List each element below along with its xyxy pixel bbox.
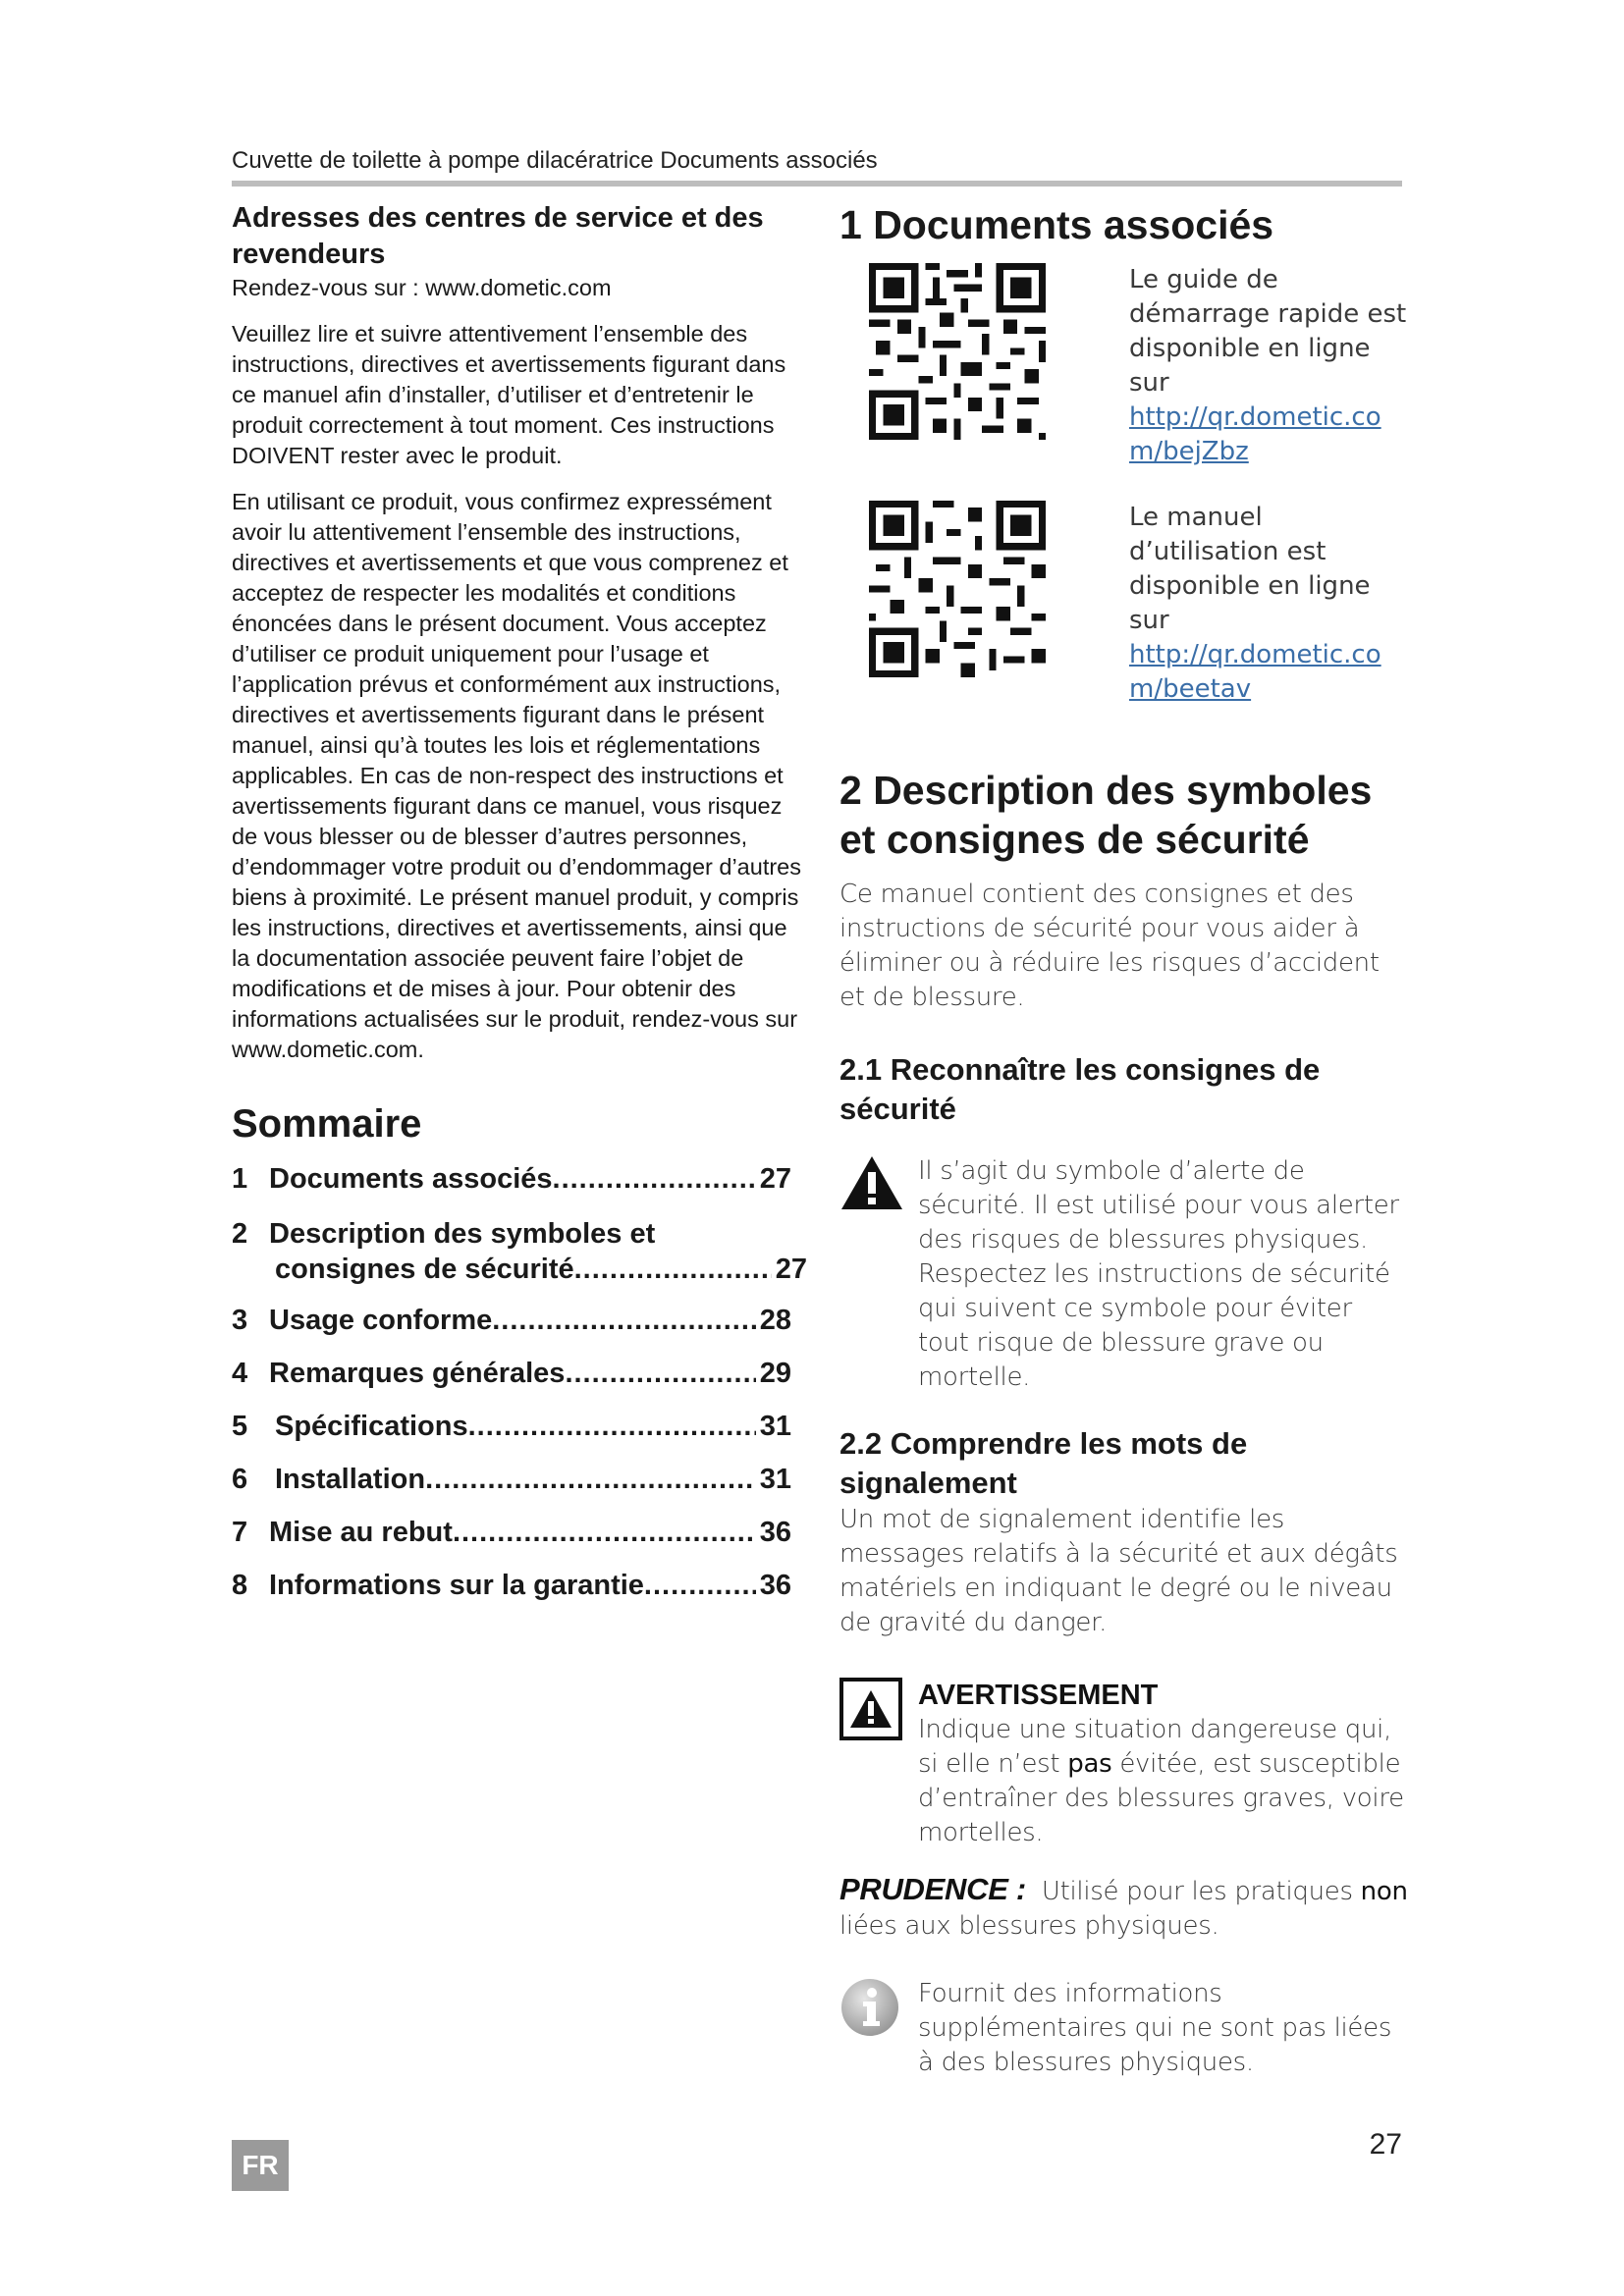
toc-number: 1 xyxy=(232,1163,248,1195)
warning-row xyxy=(839,1678,1409,1850)
safety-alert-icon xyxy=(839,1154,904,1211)
toc-number: 2 xyxy=(232,1218,248,1250)
toc-label: Remarques générales xyxy=(269,1358,566,1389)
toc-number: 5 xyxy=(232,1411,248,1442)
section-1-title: 1 Documents associés xyxy=(839,202,1274,247)
toc-entry[interactable] xyxy=(232,1409,791,1444)
qr-code-icon xyxy=(869,263,1046,440)
toc-leader xyxy=(574,1252,772,1287)
toc-label: Usage conforme xyxy=(269,1305,493,1336)
safety-alert-row xyxy=(839,1154,1409,1395)
toc-page: 27 xyxy=(775,1254,807,1285)
warning-text xyxy=(918,1713,1409,1850)
usage-paragraph: En utilisant ce produit, vous confirmez expressément avoir lu attentivement l’ensemble des instructions, directives et avertissements et que vous comprenez et acceptez de respecter les modalités et conditions énoncées dans le présent document. Vous acceptez d’utiliser ce produit uniquement pour l’usage et l’application prévus et conformément aux instructions, directives et avertissements figurant dans le présent manuel, ainsi qu’à toutes les lois et réglementations applicables. En cas de non-respect des instructions et avertissements figurant dans ce manuel, vous risquez de vous blesser ou de blesser d’autres personnes, d’endommager votre produit ou d’endommager d’autres biens à proximité. Le présent manuel produit, y compris les instructions, directives et avertissements, ainsi que la documentation associée peuvent faire l’objet de modifications et de mises à jour. Pour obtenir des informations actualisées sur le produit, rendez-vous sur www.dometic.com. xyxy=(232,489,801,1062)
toc-entry[interactable] xyxy=(232,1515,791,1550)
toc-title: Sommaire xyxy=(232,1102,422,1146)
qr-caption-text: Le guide de démarrage rapide est disponible en ligne sur xyxy=(1129,265,1407,398)
toc-label: Mise au rebut xyxy=(269,1517,453,1548)
toc-number: 7 xyxy=(232,1517,248,1548)
toc-leader xyxy=(565,1356,755,1391)
prudence-paragraph xyxy=(839,1872,1409,1944)
service-link-text: Rendez-vous sur : www.dometic.com xyxy=(232,275,612,300)
left-column xyxy=(232,200,807,1603)
service-heading: Adresses des centres de service et des revendeurs xyxy=(232,202,764,270)
toc-leader xyxy=(425,1462,756,1497)
qr-caption xyxy=(1129,263,1409,469)
toc-page: 27 xyxy=(759,1163,791,1195)
section-2-1-title: 2.1 Reconnaître les consignes de sécurité xyxy=(839,1052,1321,1126)
toc-label: Spécifications xyxy=(275,1411,468,1442)
toc-label-continued: consignes de sécurité xyxy=(275,1254,574,1285)
toc-entry[interactable] xyxy=(232,1161,791,1197)
header-rule xyxy=(232,181,1402,187)
toc-page: 36 xyxy=(759,1570,791,1601)
prudence-text-pre: Utilisé pour les pratiques xyxy=(1041,1877,1361,1906)
toc-page: 31 xyxy=(759,1464,791,1495)
toc-page: 31 xyxy=(759,1411,791,1442)
toc-entry[interactable] xyxy=(232,1216,807,1287)
quick-start-link[interactable]: http://qr.dometic.com/bejZbz xyxy=(1129,402,1381,466)
toc-leader xyxy=(468,1409,756,1444)
toc-page: 36 xyxy=(759,1517,791,1548)
qr-caption-text: Le manuel d’utilisation est disponible en ligne sur xyxy=(1129,503,1371,635)
warning-text-bold: pas xyxy=(1067,1749,1112,1779)
info-text: Fournit des informations supplémentaires qui ne sont pas liées à des blessures physiques. xyxy=(918,1979,1392,2077)
table-of-contents xyxy=(232,1161,807,1603)
warning-triangle-icon xyxy=(848,1688,893,1730)
toc-entry[interactable] xyxy=(232,1462,791,1497)
toc-number: 6 xyxy=(232,1464,248,1495)
user-manual-link[interactable]: http://qr.dometic.com/beetav xyxy=(1129,640,1381,704)
qr-block-quick-start xyxy=(839,263,1409,469)
qr-caption xyxy=(1129,501,1409,707)
language-badge: FR xyxy=(232,2140,289,2191)
prudence-text-bold: non xyxy=(1360,1877,1408,1906)
safety-alert-text: Il s’agit du symbole d’alerte de sécurité. Il est utilisé pour vous alerter des risques de blessures physiques. Respectez les instructions de sécurité qui suivent ce symbole pour éviter tout risque de blessure grave ou mortelle. xyxy=(918,1156,1399,1392)
toc-number: 3 xyxy=(232,1305,248,1336)
intro-paragraph: Veuillez lire et suivre attentivement l’ensemble des instructions, directives et avertissements figurant dans ce manuel afin d’installer, d’utiliser et d’entretenir le produit correctement à tout moment. Ces instructions DOIVENT rester avec le produit. xyxy=(232,321,786,468)
section-2-2-title: 2.2 Comprendre les mots de signalement xyxy=(839,1426,1248,1500)
toc-number: 8 xyxy=(232,1570,248,1601)
section-2-title: 2 Description des symboles et consignes de sécurité xyxy=(839,768,1373,862)
toc-leader xyxy=(644,1568,756,1603)
qr-code-icon xyxy=(869,501,1046,677)
toc-entry[interactable] xyxy=(232,1303,791,1338)
prudence-text-post: liées aux blessures physiques. xyxy=(839,1911,1219,1941)
toc-entry[interactable] xyxy=(232,1568,791,1603)
info-icon xyxy=(839,1977,900,2038)
toc-label: Documents associés xyxy=(269,1163,553,1195)
warning-text-pre: Indique une situation dangereuse qui, si elle n’est xyxy=(918,1715,1392,1779)
toc-entry[interactable] xyxy=(232,1356,791,1391)
warning-label: AVERTISSEMENT xyxy=(918,1680,1159,1711)
prudence-label: PRUDENCE : xyxy=(839,1872,1026,1906)
warning-text-post: évitée, est susceptible d’entraîner des blessures graves, voire mortelles. xyxy=(918,1749,1404,1847)
toc-page: 29 xyxy=(759,1358,791,1389)
warning-icon xyxy=(839,1678,902,1740)
toc-leader xyxy=(553,1161,756,1197)
toc-label: Description des symboles et xyxy=(269,1218,656,1250)
section-2-2-text: Un mot de signalement identifie les messages relatifs à la sécurité et aux dégâts matériels en indiquant le degré ou le niveau de gravité du danger. xyxy=(839,1505,1398,1637)
toc-label: Informations sur la garantie xyxy=(269,1570,644,1601)
toc-label: Installation xyxy=(275,1464,426,1495)
info-row xyxy=(839,1977,1409,2080)
qr-block-user-manual xyxy=(839,501,1409,707)
toc-leader xyxy=(492,1303,756,1338)
section-2-text: Ce manuel contient des consignes et des instructions de sécurité pour vous aider à éliminer ou à réduire les risques d’accident et de blessure. xyxy=(839,880,1380,1012)
toc-leader xyxy=(453,1515,756,1550)
right-column xyxy=(839,200,1409,2080)
toc-number: 4 xyxy=(232,1358,248,1389)
running-header: Cuvette de toilette à pompe dilacératrice Documents associés xyxy=(232,147,878,174)
toc-page: 28 xyxy=(759,1305,791,1336)
page-number: 27 xyxy=(1369,2128,1402,2161)
